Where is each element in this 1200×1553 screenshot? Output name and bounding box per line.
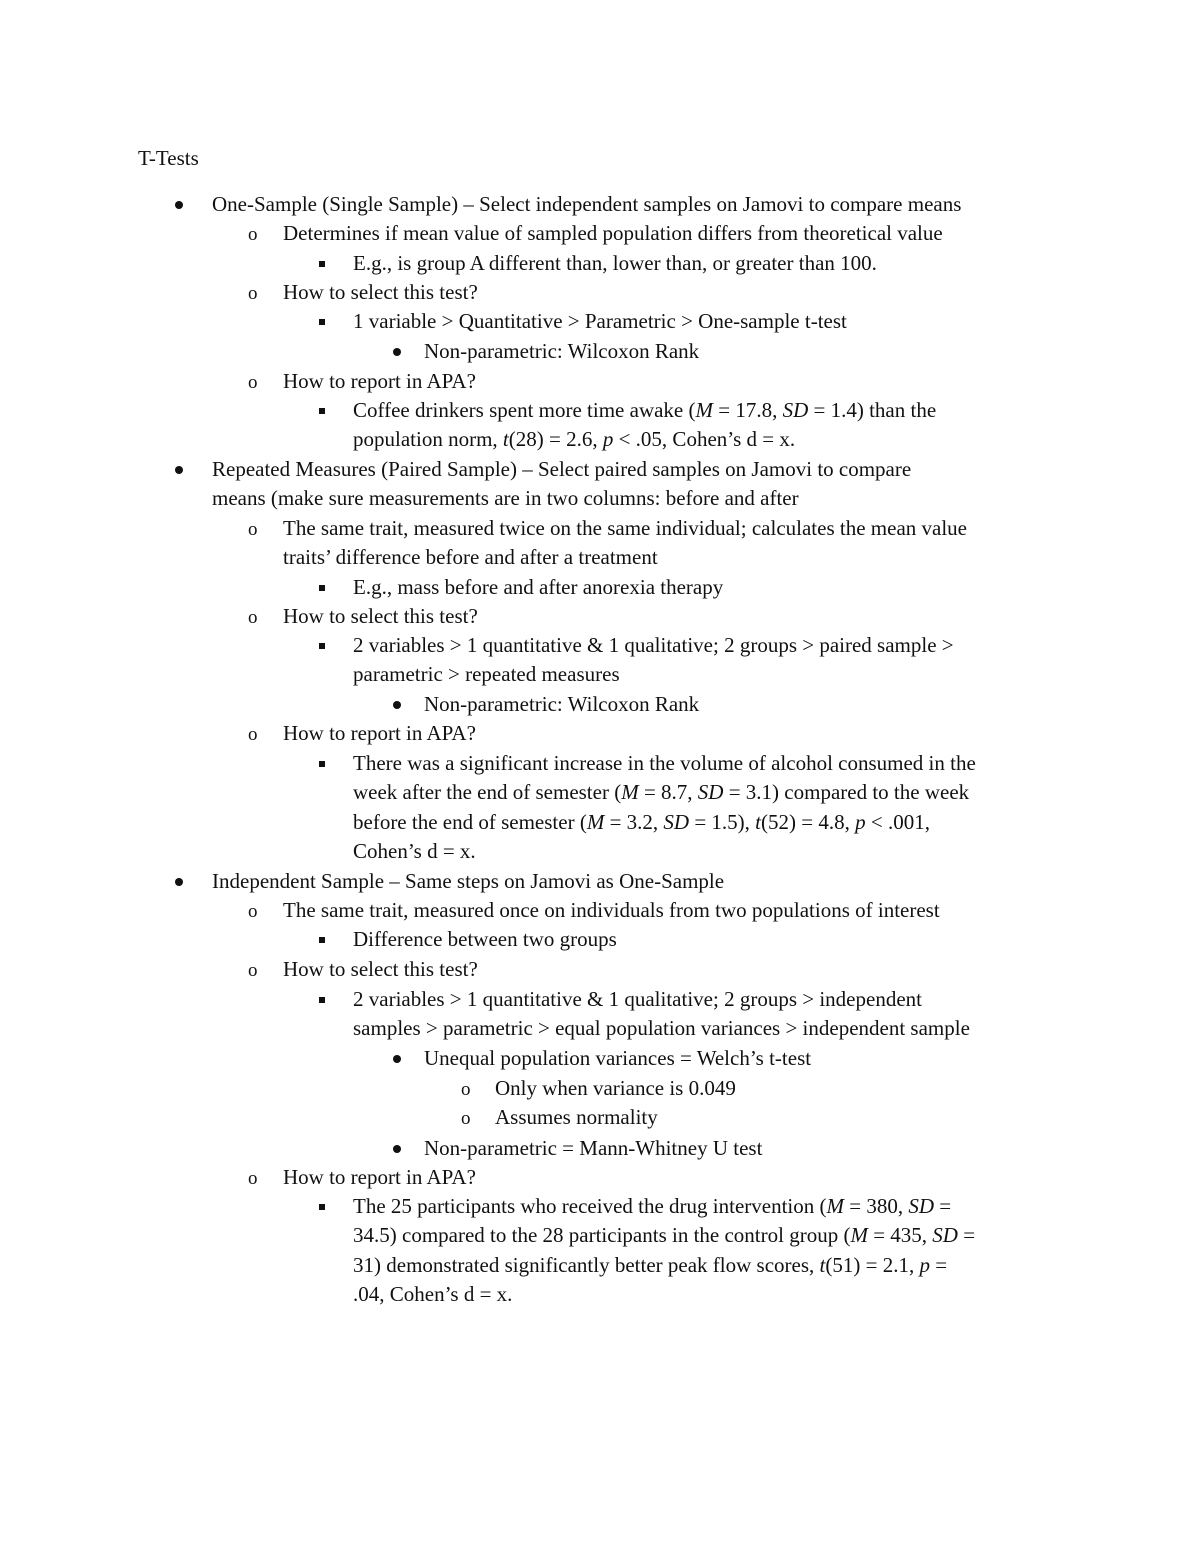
circle-bullet-icon: o (461, 1079, 471, 1100)
circle-marker (248, 896, 258, 926)
circle-bullet-icon: o (248, 519, 258, 540)
repeated-select-question: How to select this test? (283, 604, 478, 628)
section-one-sample-heading: One-Sample (Single Sample) – Select independent samples on Jamovi to compare means (212, 192, 962, 216)
one-sample-example: E.g., is group A different than, lower than, or greater than 100. (353, 251, 877, 275)
bullet-marker (175, 867, 183, 895)
circle-marker (248, 278, 258, 308)
circle-marker (248, 219, 258, 249)
circle-bullet-icon: o (461, 1108, 471, 1129)
one-sample-select-question: How to select this test? (283, 280, 478, 304)
repeated-description-cont: traits’ difference before and after a treatment (283, 545, 658, 569)
bullet-dot-icon (393, 1145, 401, 1153)
bullet-marker (175, 190, 183, 218)
repeated-example: E.g., mass before and after anorexia therapy (353, 575, 724, 599)
bullet-marker (393, 337, 401, 365)
repeated-report-question: How to report in APA? (283, 721, 476, 745)
bullet-dot-icon (175, 466, 183, 474)
bullet-dot-icon (175, 201, 183, 209)
page-title: T-Tests (138, 146, 199, 170)
bullet-marker (393, 1134, 401, 1162)
square-bullet-icon (319, 408, 325, 414)
independent-assumes: Assumes normality (495, 1105, 658, 1129)
square-marker (319, 631, 325, 659)
bullet-marker (393, 1044, 401, 1072)
repeated-select-path-cont: parametric > repeated measures (353, 662, 620, 686)
square-marker (319, 1192, 325, 1220)
square-bullet-icon (319, 585, 325, 591)
independent-report-line-2: 34.5) compared to the 28 participants in the control group (M = 435, SD = (353, 1223, 976, 1247)
independent-report-line-3: 31) demonstrated significantly better peak flow scores, t(51) = 2.1, p = (353, 1253, 948, 1277)
circle-marker (461, 1103, 471, 1133)
bullet-marker (393, 690, 401, 718)
circle-bullet-icon: o (248, 724, 258, 745)
circle-marker (461, 1074, 471, 1104)
square-bullet-icon (319, 261, 325, 267)
independent-select-path-cont: samples > parametric > equal population variances > independent sample (353, 1016, 970, 1040)
circle-marker (248, 955, 258, 985)
bullet-dot-icon (175, 878, 183, 886)
square-bullet-icon (319, 1204, 325, 1210)
square-marker (319, 249, 325, 277)
repeated-report-line-1: There was a significant increase in the volume of alcohol consumed in the (353, 751, 976, 775)
circle-bullet-icon: o (248, 224, 258, 245)
circle-marker (248, 367, 258, 397)
square-bullet-icon (319, 643, 325, 649)
independent-select-question: How to select this test? (283, 957, 478, 981)
section-independent-heading: Independent Sample – Same steps on Jamovi as One-Sample (212, 869, 725, 893)
section-repeated-heading: Repeated Measures (Paired Sample) – Select paired samples on Jamovi to compare (212, 457, 912, 481)
one-sample-report-line-2: population norm, t(28) = 2.6, p < .05, Cohen’s d = x. (353, 427, 796, 451)
circle-bullet-icon: o (248, 901, 258, 922)
square-bullet-icon (319, 997, 325, 1003)
one-sample-description: Determines if mean value of sampled population differs from theoretical value (283, 221, 943, 245)
square-bullet-icon (319, 319, 325, 325)
square-bullet-icon (319, 761, 325, 767)
independent-report-question: How to report in APA? (283, 1165, 476, 1189)
bullet-marker (175, 455, 183, 483)
one-sample-report-line-1: Coffee drinkers spent more time awake (M = 17.8, SD = 1.4) than the (353, 398, 937, 422)
section-repeated-heading-cont: means (make sure measurements are in two columns: before and after (212, 486, 799, 510)
square-marker (319, 749, 325, 777)
independent-report-line-4: .04, Cohen’s d = x. (353, 1282, 513, 1306)
independent-unequal-variances: Unequal population variances = Welch’s t-test (424, 1046, 812, 1070)
independent-difference: Difference between two groups (353, 927, 617, 951)
repeated-report-line-4: Cohen’s d = x. (353, 839, 476, 863)
one-sample-nonparametric: Non-parametric: Wilcoxon Rank (424, 339, 700, 363)
repeated-report-line-2: week after the end of semester (M = 8.7, SD = 3.1) compared to the week (353, 780, 970, 804)
independent-only-when: Only when variance is 0.049 (495, 1076, 736, 1100)
square-marker (319, 573, 325, 601)
repeated-report-line-3: before the end of semester (M = 3.2, SD = 1.5), t(52) = 4.8, p < .001, (353, 810, 930, 834)
independent-report-line-1: The 25 participants who received the drug intervention (M = 380, SD = (353, 1194, 952, 1218)
circle-bullet-icon: o (248, 607, 258, 628)
circle-marker (248, 514, 258, 544)
independent-select-path: 2 variables > 1 quantitative & 1 qualitative; 2 groups > independent (353, 987, 922, 1011)
square-marker (319, 925, 325, 953)
one-sample-select-path: 1 variable > Quantitative > Parametric > One-sample t-test (353, 309, 847, 333)
circle-bullet-icon: o (248, 372, 258, 393)
square-bullet-icon (319, 937, 325, 943)
bullet-dot-icon (393, 701, 401, 709)
square-marker (319, 396, 325, 424)
bullet-dot-icon (393, 348, 401, 356)
repeated-select-path: 2 variables > 1 quantitative & 1 qualitative; 2 groups > paired sample > (353, 633, 954, 657)
independent-nonparametric: Non-parametric = Mann-Whitney U test (424, 1136, 763, 1160)
circle-bullet-icon: o (248, 283, 258, 304)
circle-marker (248, 1163, 258, 1193)
square-marker (319, 985, 325, 1013)
circle-bullet-icon: o (248, 960, 258, 981)
circle-bullet-icon: o (248, 1168, 258, 1189)
one-sample-report-question: How to report in APA? (283, 369, 476, 393)
repeated-description: The same trait, measured twice on the same individual; calculates the mean value (283, 516, 967, 540)
repeated-nonparametric: Non-parametric: Wilcoxon Rank (424, 692, 700, 716)
circle-marker (248, 719, 258, 749)
bullet-dot-icon (393, 1055, 401, 1063)
circle-marker (248, 602, 258, 632)
independent-description: The same trait, measured once on individuals from two populations of interest (283, 898, 940, 922)
square-marker (319, 307, 325, 335)
